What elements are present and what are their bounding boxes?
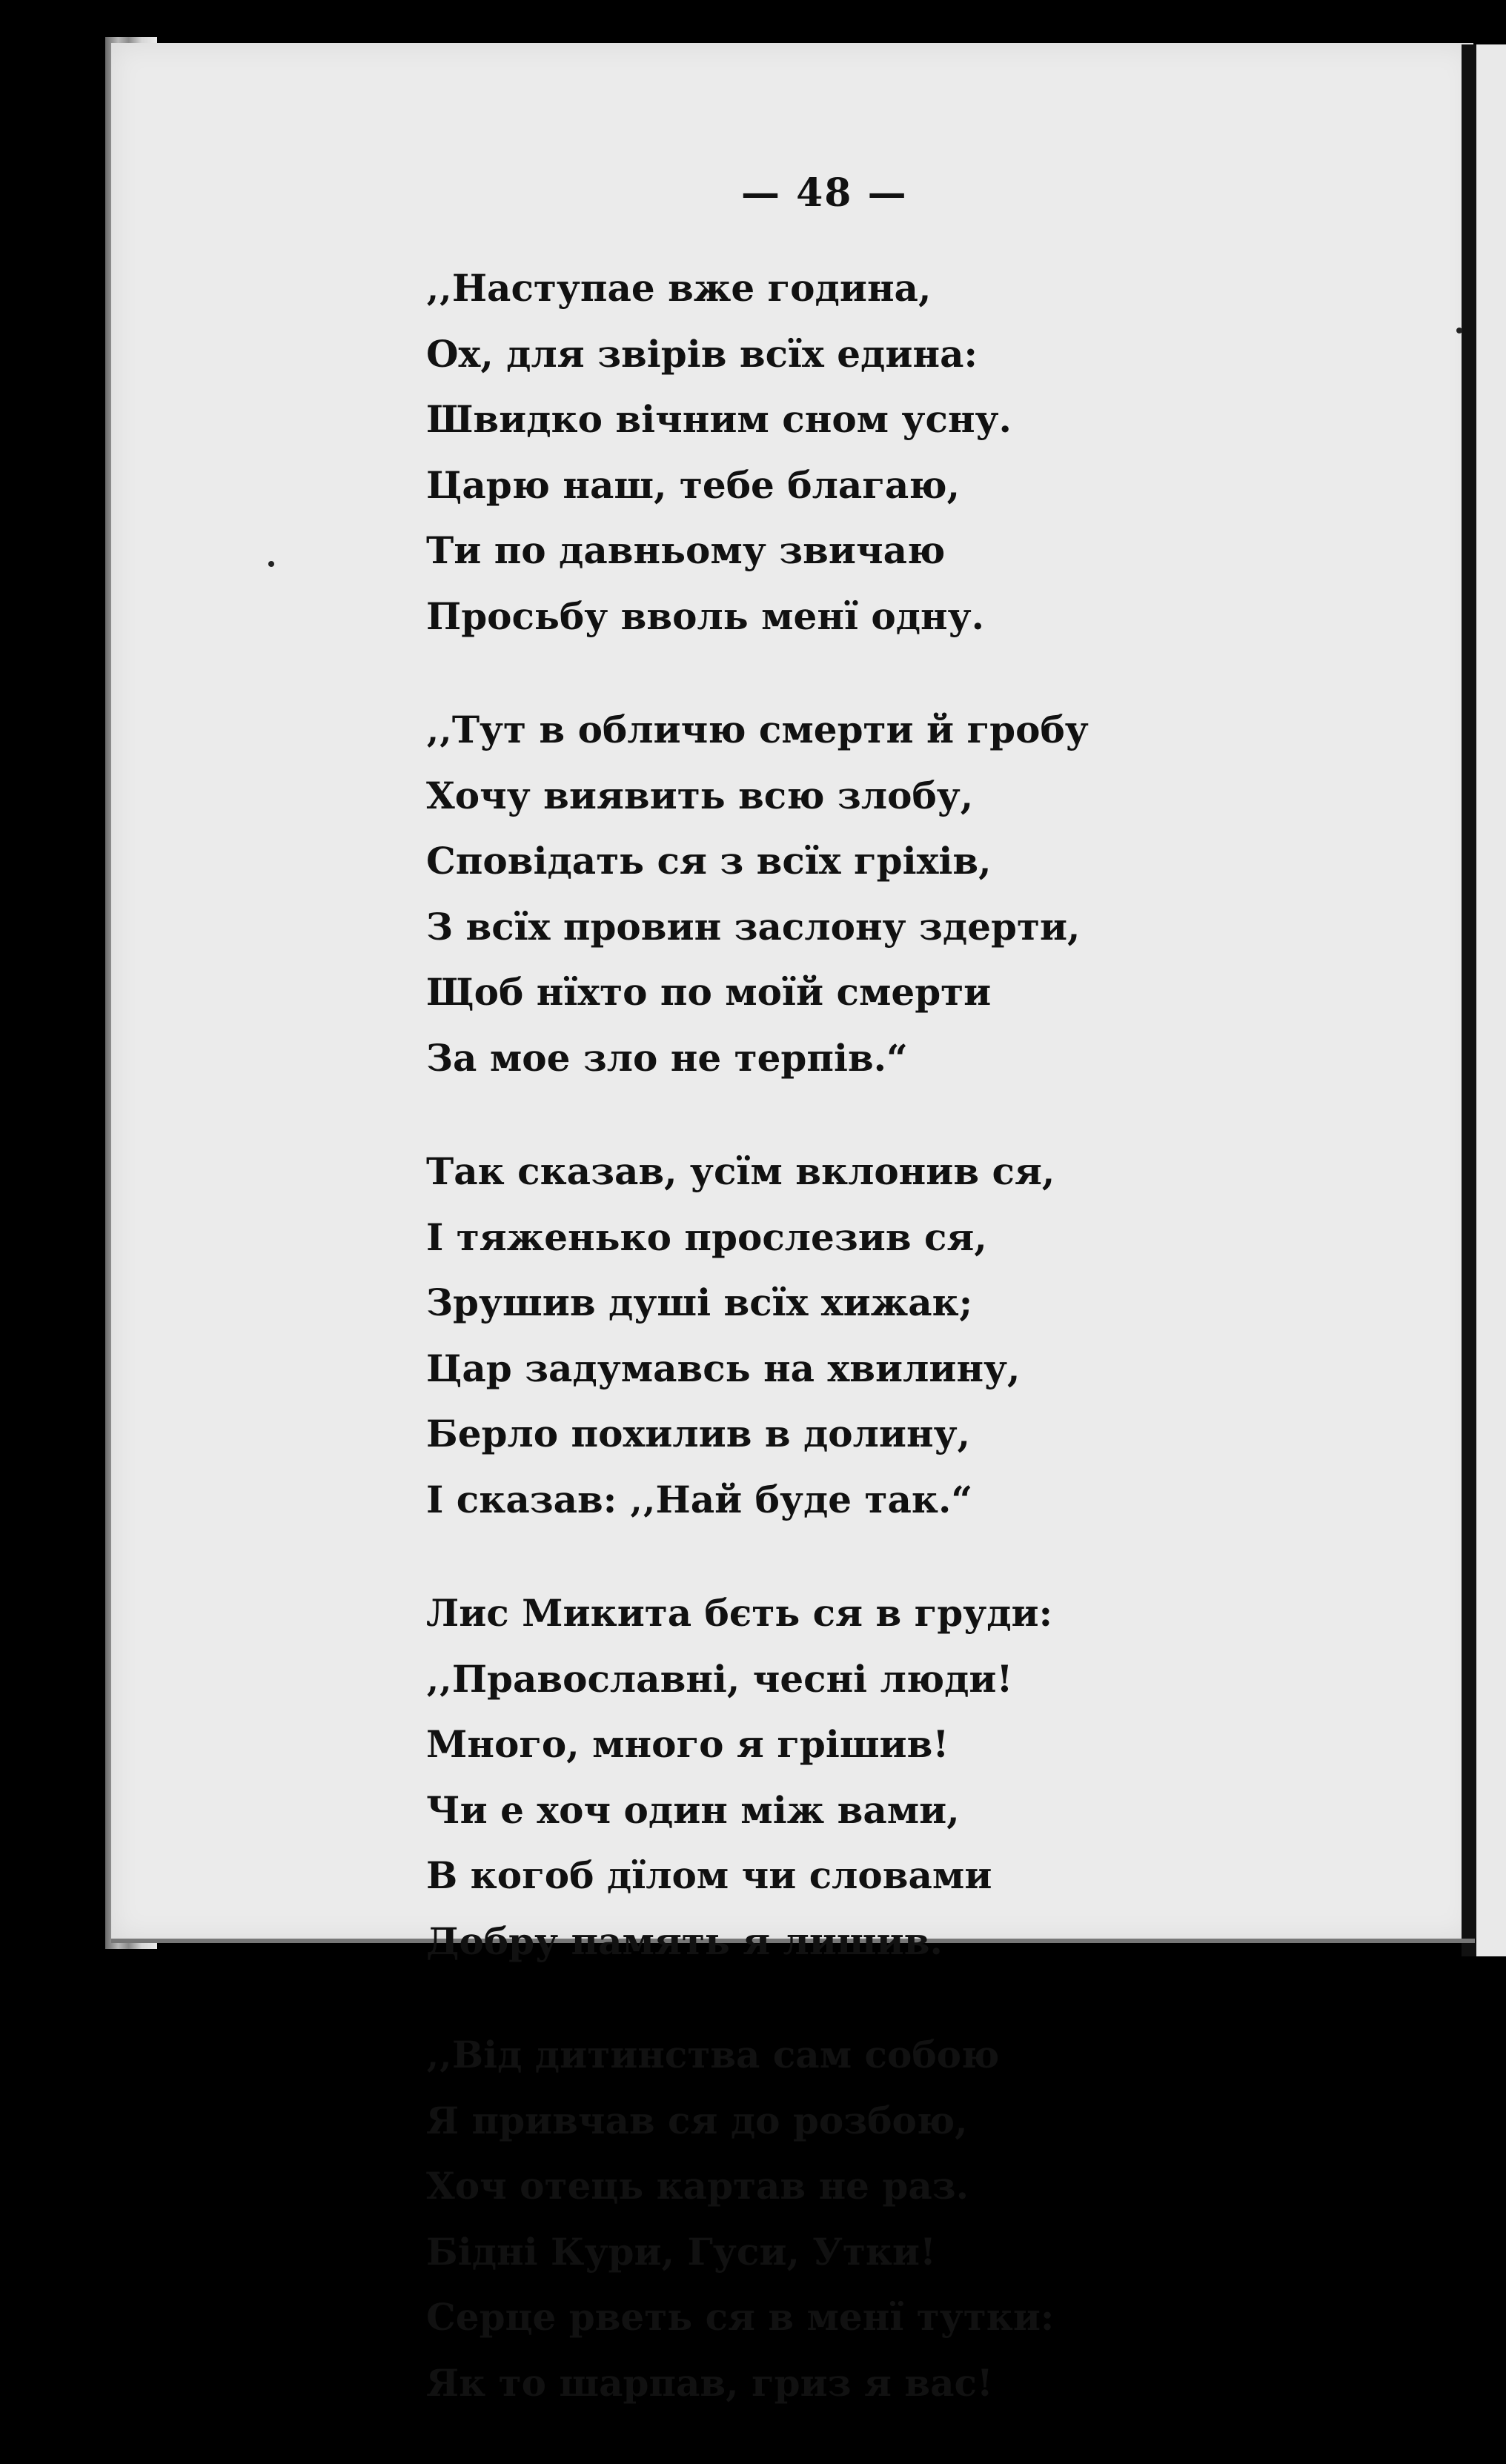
- page-gap: [1462, 44, 1476, 1956]
- poem-line: Берло похилив в долину,: [426, 1412, 971, 1455]
- poem-line: І тяженько прослезив ся,: [426, 1215, 987, 1259]
- poem-line: ‚‚Тут в обличю смерти й гробу: [426, 708, 1089, 751]
- poem-line: ‚‚Наступае вже година,: [426, 266, 932, 310]
- poem-line: Просьбу вволь менї одну.: [426, 594, 985, 638]
- poem-line: Ох, для звірів всїх едина:: [426, 331, 978, 376]
- poem-line: ‚‚Від дитинства сам собою: [426, 2033, 1000, 2076]
- poem-line: Лис Микита бєть ся в груди:: [426, 1591, 1053, 1635]
- poem-line: З всїх провин заслону здерти,: [426, 904, 1081, 949]
- poem-line: Бідні Кури, Гуси, Утки!: [426, 2229, 936, 2274]
- stanza: [426, 1139, 1167, 1532]
- poem-line: Ти по давньому звичаю: [426, 528, 946, 572]
- poem-line: Цар задумавсь на хвилину,: [426, 1346, 1021, 1390]
- next-page-edge: [1476, 44, 1506, 1956]
- stanza: [426, 256, 1167, 649]
- ink-speck: [1456, 328, 1462, 333]
- poem-line: За мое зло не терпів.“: [426, 1035, 908, 1080]
- poem-line: Чи е хоч один між вами,: [426, 1787, 960, 1832]
- page-number: — 48 —: [741, 170, 908, 216]
- poem-line: Я привчав ся до розбою,: [426, 2098, 968, 2142]
- poem-line: Сповідать ся з всїх гріхів,: [426, 839, 992, 883]
- poem-line: ‚‚Православні, чесні люди!: [426, 1656, 1013, 1701]
- poem-text: [426, 256, 1167, 2464]
- stanza: [426, 697, 1167, 1091]
- poem-line: Царю наш, тебе благаю,: [426, 462, 960, 507]
- stanza: [426, 1581, 1167, 1974]
- poem-line: Хочу виявить всю злобу,: [426, 773, 974, 817]
- stanza: [426, 2022, 1167, 2416]
- poem-line: Так сказав, усїм вклонив ся,: [426, 1149, 1055, 1193]
- ink-speck: [268, 561, 274, 567]
- poem-line: Як то шарпав, гриз я вас!: [426, 2360, 993, 2405]
- poem-line: Зрушив душі всїх хижак;: [426, 1281, 973, 1324]
- poem-line: І сказав: ‚‚Най буде так.“: [426, 1477, 973, 1521]
- poem-line: Добру память я лишив.: [426, 1919, 943, 1963]
- poem-line: Швидко вічним сном усну.: [426, 397, 1012, 441]
- poem-line: Серце рветь ся в менї тутки:: [426, 2295, 1055, 2339]
- poem-line: Хоч отець картав не раз.: [426, 2164, 969, 2208]
- poem-line: В когоб дїлом чи словами: [426, 1853, 992, 1897]
- poem-line: Щоб нїхто по моїй смерти: [426, 970, 992, 1014]
- poem-line: Много, много я грішив!: [426, 1722, 949, 1766]
